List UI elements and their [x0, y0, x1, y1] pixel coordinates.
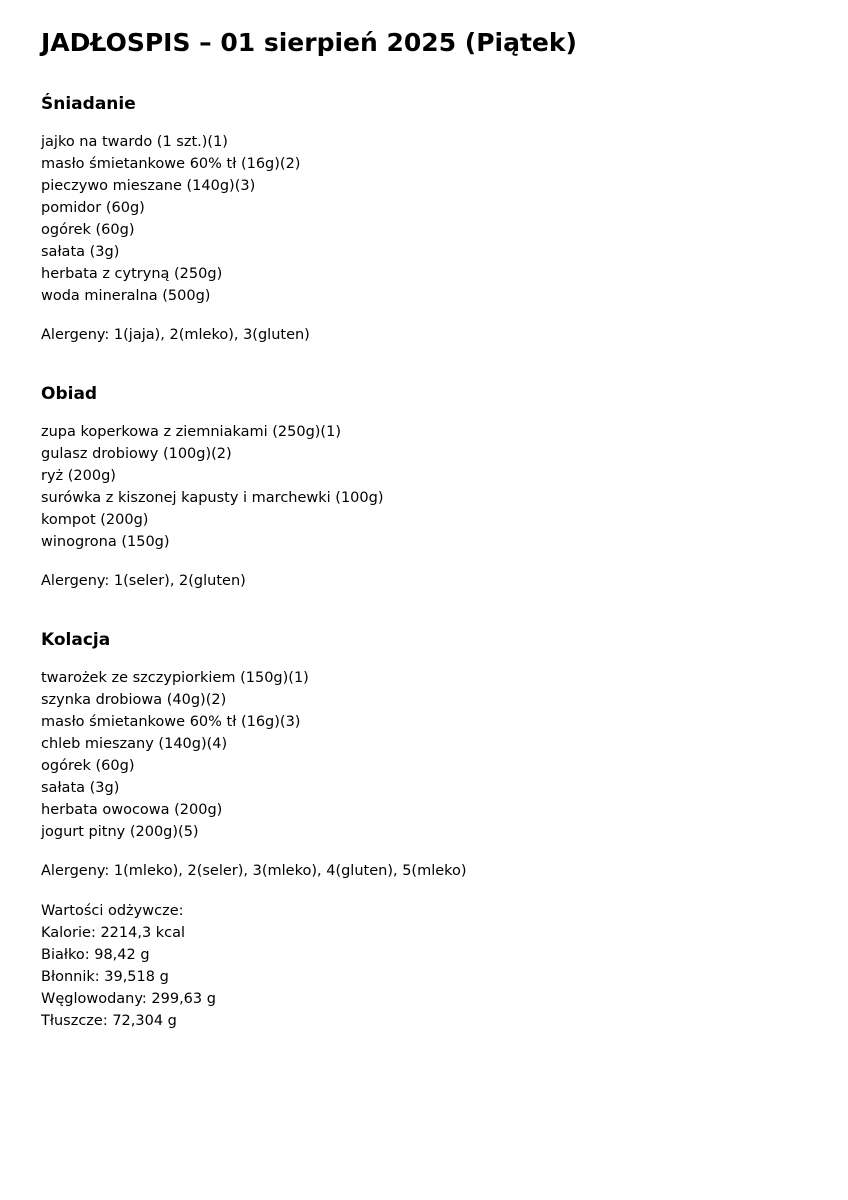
- list-item: ogórek (60g): [41, 758, 135, 774]
- dinner-allergens: Alergeny: 1(mleko), 2(seler), 3(mleko), 4(gluten), 5(mleko): [41, 863, 467, 879]
- breakfast-items: [41, 131, 300, 307]
- list-item: herbata owocowa (200g): [41, 802, 223, 818]
- list-item: jogurt pitny (200g)(5): [41, 824, 199, 840]
- lunch-items: [41, 421, 384, 553]
- nutrition-carbs: Węglowodany: 299,63 g: [41, 991, 216, 1007]
- list-item: chleb mieszany (140g)(4): [41, 736, 228, 752]
- dinner-heading: Kolacja: [41, 630, 111, 650]
- breakfast-allergens: Alergeny: 1(jaja), 2(mleko), 3(gluten): [41, 327, 310, 343]
- list-item: pomidor (60g): [41, 200, 145, 216]
- nutrition-fiber: Błonnik: 39,518 g: [41, 969, 169, 985]
- nutrition-fat: Tłuszcze: 72,304 g: [41, 1013, 177, 1029]
- page-title: JADŁOSPIS – 01 sierpień 2025 (Piątek): [41, 28, 577, 57]
- list-item: masło śmietankowe 60% tł (16g)(3): [41, 714, 301, 730]
- lunch-heading: Obiad: [41, 384, 98, 404]
- list-item: gulasz drobiowy (100g)(2): [41, 446, 232, 462]
- list-item: jajko na twardo (1 szt.)(1): [41, 134, 228, 150]
- list-item: kompot (200g): [41, 512, 149, 528]
- dinner-items: [41, 667, 309, 843]
- list-item: szynka drobiowa (40g)(2): [41, 692, 227, 708]
- lunch-allergens: Alergeny: 1(seler), 2(gluten): [41, 573, 246, 589]
- breakfast-heading: Śniadanie: [41, 94, 136, 114]
- nutrition-summary: [41, 900, 216, 1032]
- list-item: twarożek ze szczypiorkiem (150g)(1): [41, 670, 309, 686]
- list-item: zupa koperkowa z ziemniakami (250g)(1): [41, 424, 341, 440]
- list-item: sałata (3g): [41, 244, 120, 260]
- list-item: masło śmietankowe 60% tł (16g)(2): [41, 156, 301, 172]
- list-item: pieczywo mieszane (140g)(3): [41, 178, 256, 194]
- list-item: ogórek (60g): [41, 222, 135, 238]
- list-item: surówka z kiszonej kapusty i marchewki (100g): [41, 490, 384, 506]
- nutrition-header: Wartości odżywcze:: [41, 903, 184, 919]
- list-item: ryż (200g): [41, 468, 116, 484]
- list-item: sałata (3g): [41, 780, 120, 796]
- nutrition-protein: Białko: 98,42 g: [41, 947, 150, 963]
- list-item: herbata z cytryną (250g): [41, 266, 223, 282]
- list-item: winogrona (150g): [41, 534, 170, 550]
- nutrition-calories: Kalorie: 2214,3 kcal: [41, 925, 186, 941]
- list-item: woda mineralna (500g): [41, 288, 211, 304]
